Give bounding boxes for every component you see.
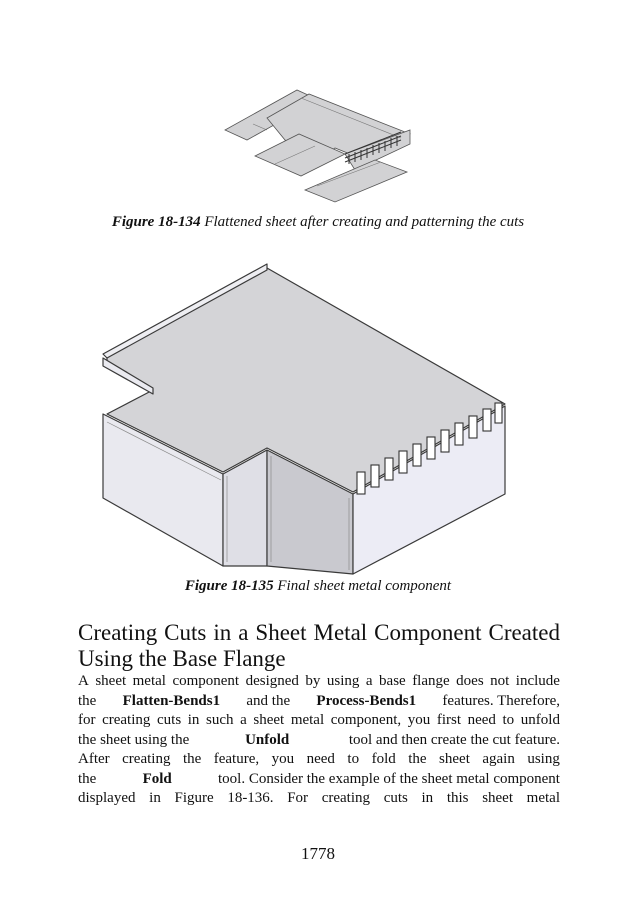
- word: metal: [526, 790, 560, 806]
- word: component,: [330, 712, 402, 728]
- word: unfold: [520, 712, 560, 728]
- word: sheet: [439, 751, 470, 767]
- word: not: [490, 673, 510, 689]
- word: A: [78, 673, 89, 689]
- word: cuts: [383, 790, 408, 806]
- word: a: [365, 673, 373, 689]
- word: to: [502, 712, 515, 728]
- word: using: [326, 673, 360, 689]
- text-line: [78, 711, 560, 731]
- text-line: [78, 789, 560, 809]
- word: creating: [122, 751, 171, 767]
- tool-name: Fold: [142, 770, 172, 787]
- word: you: [407, 712, 431, 728]
- word: in: [149, 790, 161, 806]
- word: creating: [321, 790, 371, 806]
- text-line: [78, 731, 560, 751]
- body-text: [78, 672, 560, 809]
- word: sheet: [482, 790, 514, 806]
- text: the: [78, 770, 101, 787]
- word: the: [408, 751, 427, 767]
- text-line: [78, 750, 560, 770]
- text: and the: [242, 692, 294, 709]
- word: metal: [132, 673, 166, 689]
- section-heading: Creating Cuts in a Sheet Metal Component Created Using the Base Flange: [78, 620, 560, 671]
- feature-name: Process-Bends1: [316, 692, 417, 709]
- word: using: [527, 751, 560, 767]
- figure-caption: [0, 578, 636, 595]
- feature-name: Flatten-Bends1: [122, 692, 221, 709]
- tool-name: Unfold: [245, 731, 290, 748]
- word: After: [78, 751, 110, 767]
- word: displayed: [78, 790, 136, 806]
- page-number: 1778: [301, 844, 335, 863]
- text: features. Therefore,: [438, 692, 560, 709]
- figure-number: Figure 18-134: [111, 214, 201, 230]
- word: for: [78, 712, 96, 728]
- word: metal: [290, 712, 325, 728]
- word: you: [271, 751, 295, 767]
- word: to: [347, 751, 360, 767]
- word: include: [515, 673, 560, 689]
- text: tool and then create the cut feature.: [345, 731, 560, 748]
- word: designed: [245, 673, 299, 689]
- word: fold: [371, 751, 396, 767]
- word: need: [306, 751, 335, 767]
- word: such: [206, 712, 234, 728]
- word: feature,: [213, 751, 260, 767]
- word: For: [287, 790, 309, 806]
- word: this: [446, 790, 469, 806]
- text-line: [78, 672, 560, 692]
- figure-caption: [0, 214, 636, 231]
- word: first: [436, 712, 461, 728]
- text: tool. Consider the example of the sheet metal component: [214, 770, 560, 787]
- figure-caption-text: Flattened sheet after creating and patterning the cuts: [204, 214, 525, 230]
- figure-caption-text: Final sheet metal component: [277, 578, 452, 594]
- text: the: [78, 692, 101, 709]
- word: the: [182, 751, 202, 767]
- word: base: [379, 673, 406, 689]
- word: component: [172, 673, 240, 689]
- word: creating: [102, 712, 151, 728]
- word: flange: [412, 673, 450, 689]
- word: in: [421, 790, 434, 806]
- word: does: [456, 673, 484, 689]
- flattened-sheet-figure: [205, 78, 425, 208]
- word: again: [482, 751, 515, 767]
- text: the sheet using the: [78, 731, 190, 748]
- word: by: [305, 673, 321, 689]
- figure-number: Figure 18-135: [184, 578, 274, 594]
- word: sheet: [95, 673, 127, 689]
- word: sheet: [253, 712, 285, 728]
- text-line: [78, 692, 560, 712]
- word: cuts: [157, 712, 182, 728]
- word: in: [187, 712, 200, 728]
- word: a: [240, 712, 247, 728]
- word: 18-136.: [227, 790, 274, 806]
- word: need: [467, 712, 496, 728]
- word: Figure: [174, 790, 214, 806]
- sheet-metal-component-figure: [95, 262, 520, 577]
- text-line: [78, 770, 560, 790]
